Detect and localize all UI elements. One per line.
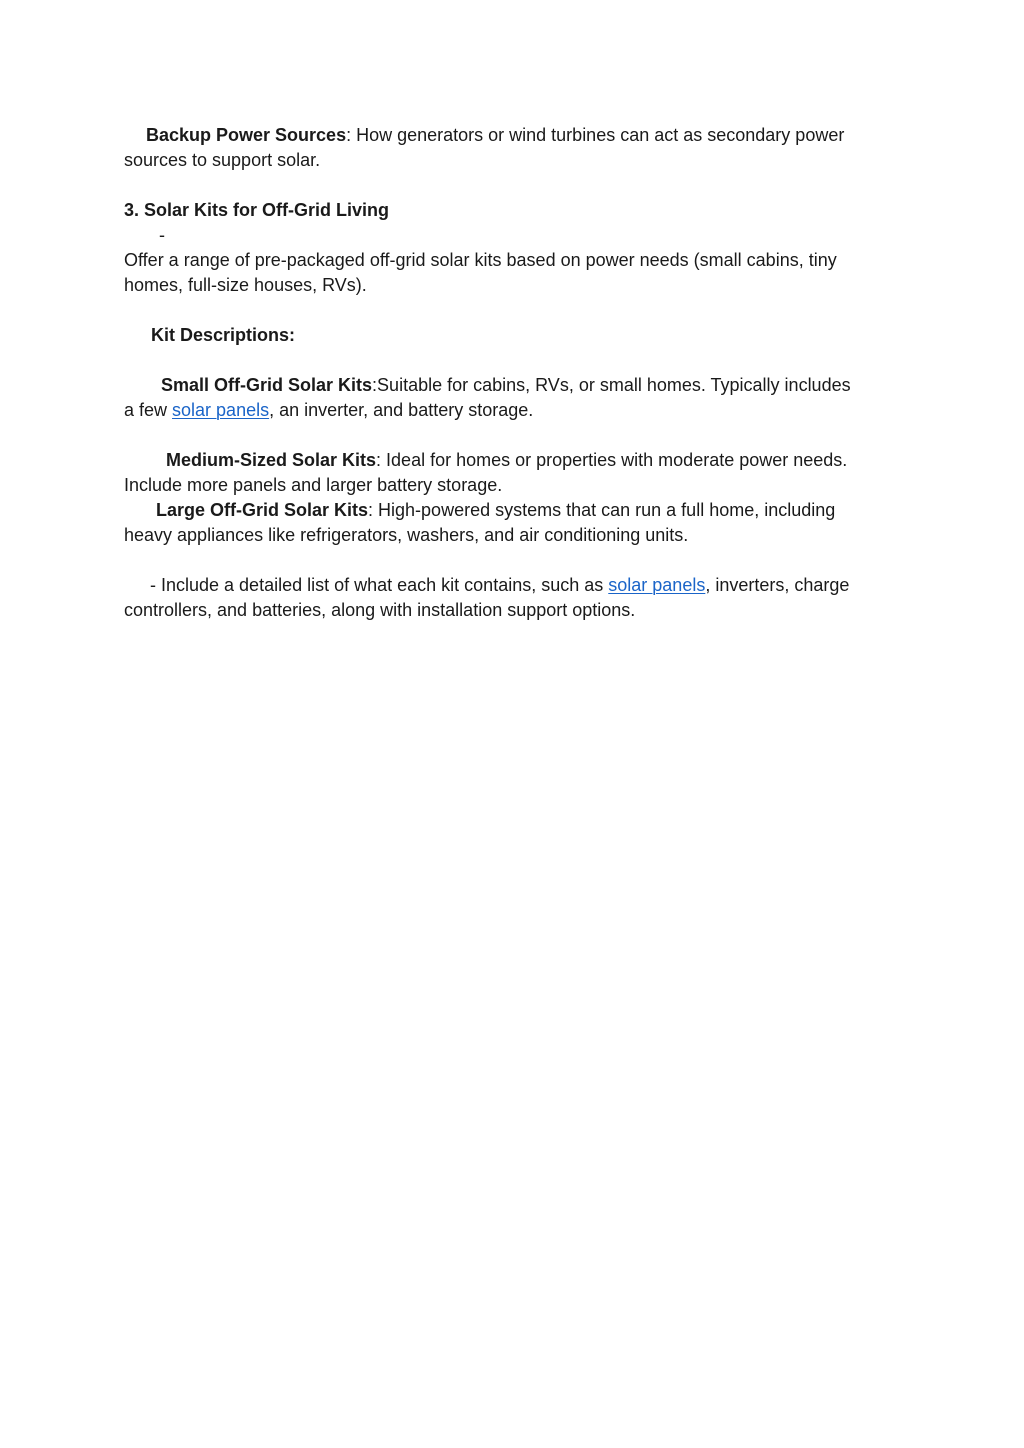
large-kit-line-1	[156, 498, 835, 523]
small-kit-text-cont: , an inverter, and battery storage.	[269, 400, 534, 420]
backup-power-line-1	[146, 123, 844, 148]
section-intro-line-2: homes, full-size houses, RVs).	[124, 275, 367, 295]
large-kit-term: Large Off-Grid Solar Kits	[156, 500, 369, 520]
include-note-text: , inverters, charge	[705, 575, 850, 595]
bullet-dash: -	[159, 225, 165, 245]
large-kit-line-2: heavy appliances like refrigerators, washers, and air conditioning units.	[124, 525, 689, 545]
medium-kit-line-1	[166, 448, 847, 473]
backup-power-text-cont: sources to support solar.	[124, 150, 321, 170]
small-kit-term: Small Off-Grid Solar Kits	[161, 375, 373, 395]
backup-power-text: : How generators or wind turbines can act as secondary power	[346, 125, 845, 145]
small-kit-line-1	[161, 373, 851, 398]
solar-panels-link-2[interactable]: solar panels	[608, 575, 706, 595]
large-kit-text: : High-powered systems that can run a full home, including	[368, 500, 836, 520]
small-kit-line-2	[124, 398, 533, 423]
backup-power-line-2	[124, 148, 320, 173]
small-kit-text: :Suitable for cabins, RVs, or small homes. Typically includes	[372, 375, 851, 395]
section-heading: 3. Solar Kits for Off-Grid Living	[124, 200, 390, 220]
kit-descriptions-heading: Kit Descriptions:	[151, 325, 296, 345]
solar-panels-link[interactable]: solar panels	[172, 400, 270, 420]
section-intro-line-1: Offer a range of pre-packaged off-grid solar kits based on power needs (small cabins, tiny	[124, 250, 837, 270]
small-kit-prefix: a few	[124, 400, 173, 420]
include-note-prefix: - Include a detailed list of what each kit contains, such as	[150, 575, 609, 595]
medium-kit-text: : Ideal for homes or properties with moderate power needs.	[376, 450, 848, 470]
include-note-line-1	[150, 573, 849, 598]
backup-power-term: Backup Power Sources	[146, 125, 347, 145]
medium-kit-term: Medium-Sized Solar Kits	[166, 450, 377, 470]
medium-kit-line-2: Include more panels and larger battery storage.	[124, 475, 503, 495]
include-note-line-2: controllers, and batteries, along with installation support options.	[124, 600, 636, 620]
